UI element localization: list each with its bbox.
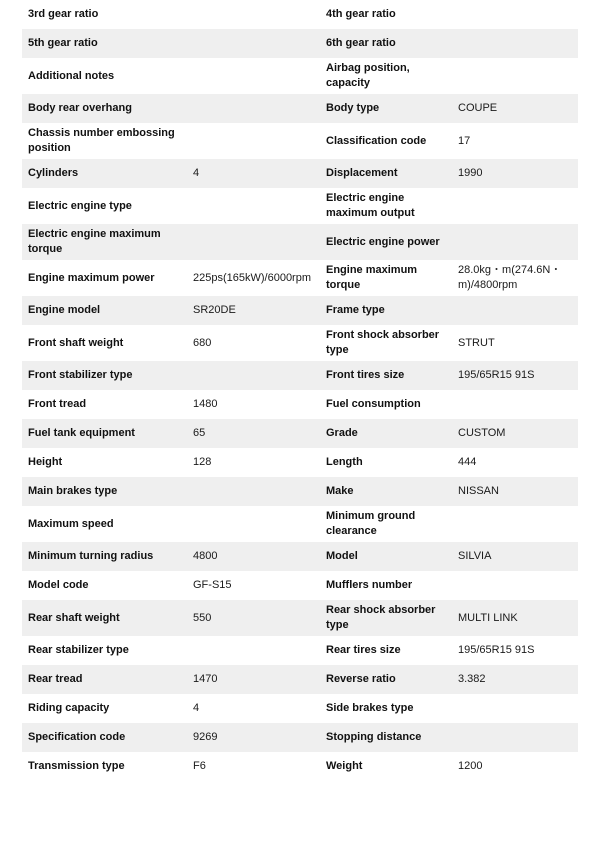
- spec-label: Transmission type: [28, 760, 125, 772]
- table-row: [22, 188, 578, 224]
- spec-label: Mufflers number: [326, 579, 413, 591]
- spec-label: Minimum turning radius: [22, 542, 187, 571]
- spec-value: [452, 506, 578, 542]
- table-row: [22, 477, 578, 506]
- spec-value: 1480: [193, 398, 218, 410]
- spec-value: COUPE: [452, 94, 578, 123]
- table-row: [22, 752, 578, 781]
- spec-value: MULTI LINK: [452, 600, 578, 636]
- spec-label: Rear stabilizer type: [28, 644, 129, 656]
- spec-value: 1990: [452, 159, 578, 188]
- spec-label: Rear tread: [22, 665, 187, 694]
- spec-value: [187, 477, 320, 506]
- spec-label: 5th gear ratio: [22, 29, 187, 58]
- spec-value: 550: [187, 600, 320, 636]
- spec-label: Specification code: [22, 723, 187, 752]
- spec-label: 4th gear ratio: [326, 8, 396, 20]
- spec-value: [452, 29, 578, 58]
- spec-value: 4: [187, 159, 320, 188]
- spec-label: Engine maximum power: [28, 271, 155, 284]
- spec-value: 65: [187, 419, 320, 448]
- table-row: [22, 542, 578, 571]
- spec-value: [187, 58, 320, 94]
- spec-value: [452, 390, 578, 419]
- spec-label: Cylinders: [22, 159, 187, 188]
- spec-value: [187, 29, 320, 58]
- table-row: [22, 694, 578, 723]
- spec-label: 6th gear ratio: [320, 29, 452, 58]
- spec-value: SR20DE: [187, 296, 320, 325]
- spec-label: Rear shock absorber type: [320, 600, 452, 636]
- spec-label: Grade: [320, 419, 452, 448]
- spec-value: [452, 694, 578, 723]
- spec-value: 1200: [458, 760, 483, 772]
- spec-label: Side brakes type: [326, 702, 414, 714]
- spec-label: Model: [320, 542, 452, 571]
- spec-label: Electric engine type: [28, 199, 132, 212]
- spec-label: Model code: [28, 579, 89, 591]
- spec-value: [187, 636, 320, 665]
- spec-label: Front shock absorber type: [326, 329, 440, 356]
- spec-value: GF-S15: [193, 579, 232, 591]
- spec-label: Electric engine power: [320, 224, 452, 260]
- table-row: [22, 260, 578, 296]
- spec-label: Electric engine maximum torque: [22, 224, 187, 260]
- spec-label: Length: [326, 456, 363, 468]
- table-row: [22, 296, 578, 325]
- spec-value: 3.382: [452, 665, 578, 694]
- spec-label: Make: [320, 477, 452, 506]
- table-row: [22, 506, 578, 542]
- table-row: [22, 159, 578, 188]
- spec-value: 9269: [187, 723, 320, 752]
- table-row: [22, 723, 578, 752]
- spec-value: 444: [458, 456, 477, 468]
- spec-label: Front shaft weight: [28, 336, 124, 349]
- table-row: [22, 224, 578, 260]
- spec-label: 3rd gear ratio: [28, 8, 99, 20]
- spec-value: [452, 723, 578, 752]
- spec-sheet: [22, 0, 578, 849]
- spec-value: 128: [193, 456, 212, 468]
- spec-value: [452, 224, 578, 260]
- spec-label: Body rear overhang: [22, 94, 187, 123]
- table-row: [22, 361, 578, 390]
- spec-label: Reverse ratio: [320, 665, 452, 694]
- spec-label: Frame type: [320, 296, 452, 325]
- spec-value: [187, 361, 320, 390]
- spec-table: [22, 0, 578, 781]
- table-row: [22, 390, 578, 419]
- table-row: [22, 29, 578, 58]
- table-row: [22, 123, 578, 159]
- table-row: [22, 448, 578, 477]
- spec-label: Engine maximum torque: [326, 264, 418, 291]
- spec-value: 28.0kg・m(274.6N・m)/4800rpm: [458, 264, 562, 291]
- spec-label: Weight: [326, 760, 363, 772]
- spec-label: Fuel tank equipment: [22, 419, 187, 448]
- table-row: [22, 419, 578, 448]
- spec-label: Engine model: [22, 296, 187, 325]
- spec-label: Minimum ground clearance: [326, 510, 416, 537]
- spec-value: 195/65R15 91S: [452, 361, 578, 390]
- table-row: [22, 636, 578, 665]
- spec-value: [187, 188, 320, 224]
- spec-value: [187, 506, 320, 542]
- spec-label: Rear shaft weight: [22, 600, 187, 636]
- spec-label: Fuel consumption: [326, 398, 421, 410]
- spec-label: Chassis number embossing position: [28, 127, 175, 154]
- spec-value: F6: [193, 760, 206, 772]
- spec-label: Front stabilizer type: [22, 361, 187, 390]
- spec-label: Stopping distance: [320, 723, 452, 752]
- table-row: [22, 665, 578, 694]
- table-row: [22, 571, 578, 600]
- spec-value: 680: [193, 336, 212, 349]
- spec-value: [452, 58, 578, 94]
- spec-value: 1470: [187, 665, 320, 694]
- spec-label: Airbag position, capacity: [326, 62, 410, 89]
- spec-value: [187, 123, 320, 159]
- spec-value: 195/65R15 91S: [458, 644, 535, 656]
- table-row: [22, 0, 578, 29]
- spec-value: [452, 188, 578, 224]
- spec-label: Height: [28, 456, 63, 468]
- spec-value: 4800: [187, 542, 320, 571]
- spec-value: [452, 571, 578, 600]
- spec-label: Electric engine maximum output: [326, 192, 415, 219]
- spec-label: Body type: [320, 94, 452, 123]
- spec-value: 17: [458, 134, 471, 147]
- spec-value: NISSAN: [452, 477, 578, 506]
- spec-value: [187, 224, 320, 260]
- spec-label: Front tires size: [320, 361, 452, 390]
- spec-label: Front tread: [28, 398, 87, 410]
- spec-label: Riding capacity: [28, 702, 110, 714]
- spec-label: Displacement: [320, 159, 452, 188]
- table-row: [22, 58, 578, 94]
- spec-value: SILVIA: [452, 542, 578, 571]
- spec-label: Main brakes type: [22, 477, 187, 506]
- spec-value: [452, 296, 578, 325]
- spec-value: [452, 0, 578, 29]
- spec-label: Classification code: [326, 134, 427, 147]
- spec-value: STRUT: [458, 336, 495, 349]
- spec-label: Rear tires size: [326, 644, 401, 656]
- spec-value: [187, 0, 320, 29]
- table-row: [22, 600, 578, 636]
- spec-value: [187, 94, 320, 123]
- table-row: [22, 325, 578, 361]
- spec-value: CUSTOM: [452, 419, 578, 448]
- spec-value: 225ps(165kW)/6000rpm: [193, 271, 312, 284]
- spec-label: Maximum speed: [28, 517, 114, 530]
- spec-label: Additional notes: [28, 69, 115, 82]
- table-row: [22, 94, 578, 123]
- spec-value: 4: [193, 702, 200, 714]
